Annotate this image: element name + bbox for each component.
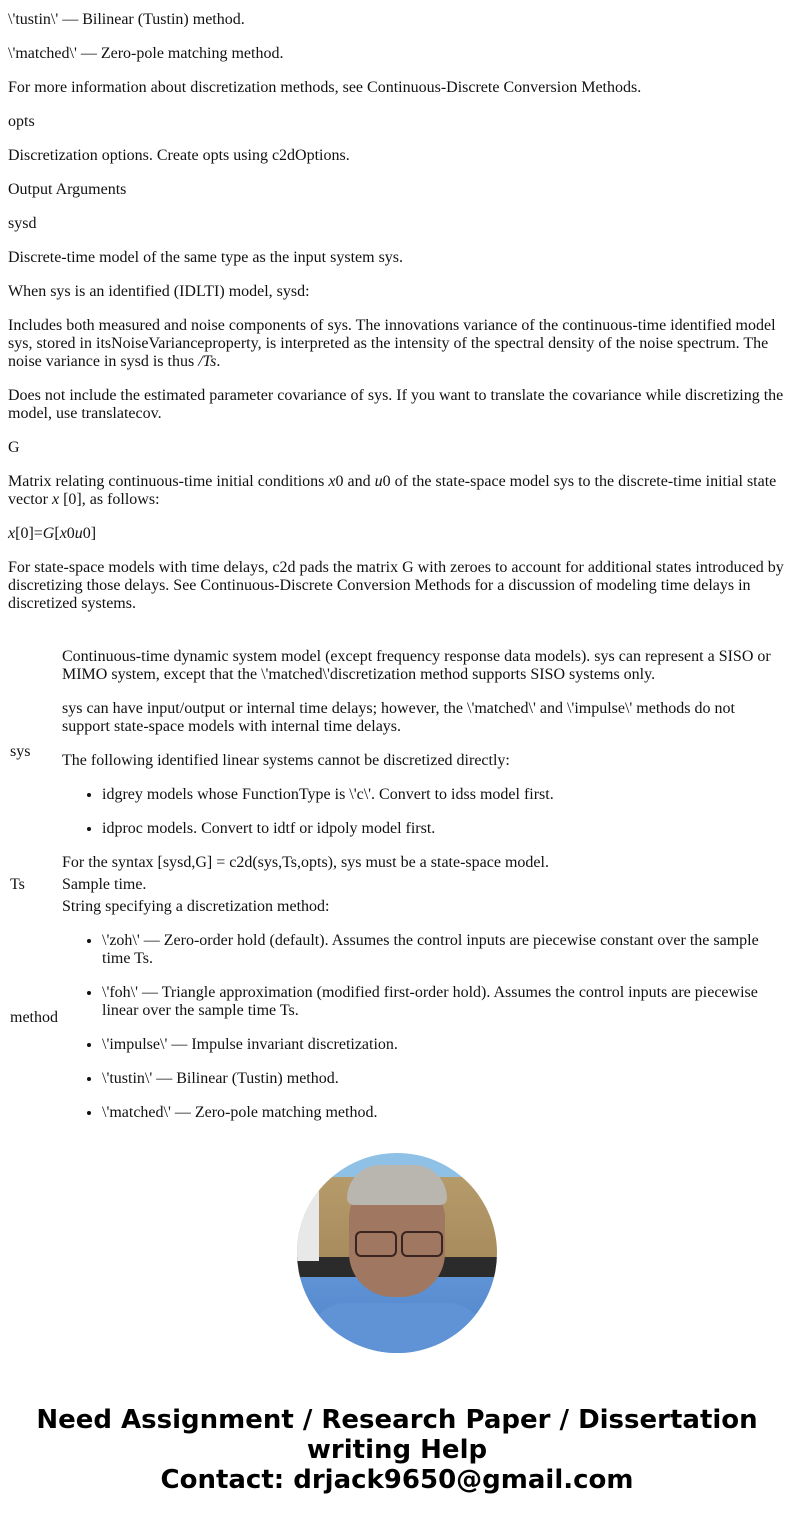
- g-delays-note: For state-space models with time delays, c2d pads the matrix G with zeroes to account for additional states introduced by discretizing those delays. See Continuous-Discrete Conversion Methods for a discussion of modeling time delays in discretized systems.: [8, 559, 784, 612]
- table-row-ts: [10, 875, 784, 895]
- sysd-covariance-text: Does not include the estimated parameter covariance of sys. If you want to translate the covariance while discretizing the model, use translatecov.: [8, 387, 784, 422]
- sys-paragraph-1: Continuous-time dynamic system model (except frequency response data models). sys can represent a SISO or MIMO system, except that the \'matched\'discretization method supports SISO systems only.: [62, 648, 771, 683]
- g-x0-var: x: [328, 473, 336, 490]
- list-item: • idproc models. Convert to idtf or idpoly model first.: [102, 820, 783, 838]
- opts-name: opts: [8, 113, 35, 130]
- eq-part: u: [74, 525, 83, 542]
- table-row-sys: [10, 631, 784, 873]
- g-desc-part: 0 of the state-space model sys to the discrete-time initial state vector: [8, 473, 777, 508]
- eq-part: [0]=: [15, 525, 43, 542]
- arg-desc-ts: Sample time.: [62, 876, 147, 893]
- sysd-includes-text: Includes both measured and noise components of sys. The innovations variance of the continuous-time identified model sys, stored in itsNoiseVarianceproperty, is interpreted as the intensity of the spectral density of the noise spectrum. The noise variance in sysd is thus: [8, 317, 776, 370]
- output-arguments-heading: Output Arguments: [8, 181, 127, 198]
- eq-part: G: [42, 525, 55, 542]
- sysd-includes-end: .: [216, 353, 221, 370]
- arg-desc-method: [61, 897, 784, 1123]
- eq-part: [: [54, 525, 60, 542]
- table-row-method: [10, 897, 784, 1123]
- list-item: • idgrey models whose FunctionType is \'c\'. Convert to idss model first.: [102, 786, 783, 804]
- eq-part: 0: [66, 525, 75, 542]
- avatar-hair: [347, 1165, 447, 1205]
- list-item: • \'foh\' — Triangle approximation (modified first-order hold). Assumes the control inputs are piecewise linear over the sample time Ts.: [102, 984, 783, 1020]
- opts-description: Discretization options. Create opts using c2dOptions.: [8, 147, 350, 164]
- method-matched-text: \'matched\' — Zero-pole matching method.: [8, 45, 284, 62]
- promo-section: [0, 1123, 794, 1495]
- arg-name-method: method: [10, 1009, 58, 1026]
- list-item: • \'matched\' — Zero-pole matching method.: [102, 1104, 783, 1122]
- eq-part: x: [8, 525, 16, 542]
- glasses-icon: [401, 1231, 443, 1257]
- noise-variance-math: /Ts: [198, 353, 217, 370]
- list-item: • \'impulse\' — Impulse invariant discretization.: [102, 1036, 783, 1054]
- sys-paragraph-4: For the syntax [sysd,G] = c2d(sys,Ts,opts), sys must be a state-space model.: [62, 854, 549, 871]
- g-u0-var: u: [374, 473, 383, 490]
- arg-name-ts: Ts: [10, 876, 25, 893]
- g-xvec-var: x: [51, 491, 60, 508]
- g-description: [8, 473, 786, 509]
- avatar-shirt: [307, 1303, 487, 1353]
- method-tustin-text: \'tustin\' — Bilinear (Tustin) method.: [8, 11, 245, 28]
- avatar-background-detail: [297, 1181, 319, 1261]
- eq-part: 0]: [82, 525, 97, 542]
- sysd-idlti-intro: When sys is an identified (IDLTI) model, sysd:: [8, 283, 310, 300]
- g-desc-part: 0 and: [335, 473, 375, 490]
- list-item: • \'zoh\' — Zero-order hold (default). Assumes the control inputs are piecewise constant over the sample time Ts.: [102, 932, 783, 968]
- sys-paragraph-3: The following identified linear systems cannot be discretized directly:: [62, 752, 510, 769]
- g-name: G: [8, 439, 20, 456]
- g-desc-part: [0], as follows:: [59, 491, 160, 508]
- g-desc-part: Matrix relating continuous-time initial conditions: [8, 473, 329, 490]
- method-intro: String specifying a discretization method:: [62, 898, 330, 915]
- glasses-icon: [355, 1231, 397, 1257]
- sysd-description: Discrete-time model of the same type as the input system sys.: [8, 249, 404, 266]
- input-arguments-table: [8, 629, 786, 1123]
- promo-contact: Contact: drjack9650@gmail.com: [160, 1465, 634, 1495]
- promo-headline: Need Assignment / Research Paper / Dissertation writing Help: [36, 1405, 758, 1465]
- eq-part: x: [59, 525, 67, 542]
- list-item: • \'tustin\' — Bilinear (Tustin) method.: [102, 1070, 783, 1088]
- sysd-includes-paragraph: [8, 317, 786, 371]
- method-bullet-list: [62, 932, 783, 1122]
- avatar: [297, 1153, 497, 1353]
- sys-paragraph-2: sys can have input/output or internal time delays; however, the \'matched\' and \'impulse\' methods do not support state-space models with internal time delays.: [62, 700, 735, 735]
- arg-desc-sys: [61, 631, 784, 873]
- sysd-name: sysd: [8, 215, 37, 232]
- g-equation: [8, 525, 786, 543]
- promo-text: [0, 1405, 794, 1495]
- arg-name-sys: sys: [10, 743, 31, 760]
- sys-bullet-list: [62, 786, 783, 838]
- more-info-text: For more information about discretization methods, see Continuous-Discrete Conversion Methods.: [8, 79, 642, 96]
